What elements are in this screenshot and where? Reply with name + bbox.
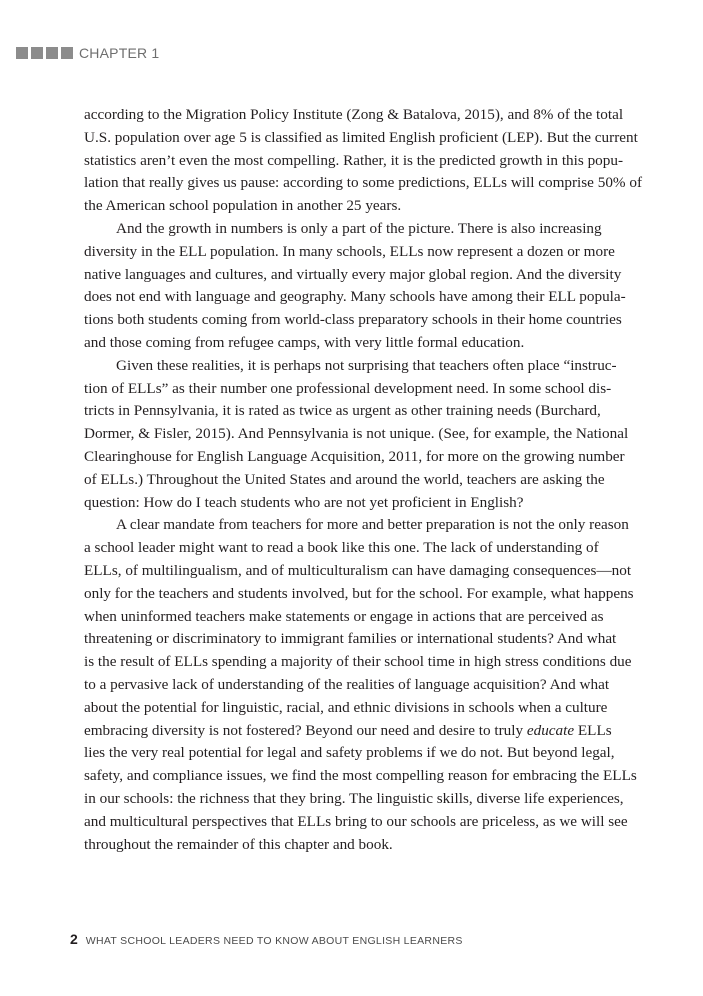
text-line-content: tion of ELLs” as their number one professional development need. In some school dis- <box>84 379 612 397</box>
text-line-content: lation that really gives us pause: according to some predictions, ELLs will comprise 50% of <box>84 174 643 192</box>
text-line <box>84 332 624 355</box>
text-line <box>84 537 624 560</box>
text-line-content: A clear mandate from teachers for more and better preparation is not the only reason <box>116 516 629 534</box>
text-line-content: is the result of ELLs spending a majority of their school time in high stress conditions due <box>84 653 632 671</box>
book-title: WHAT SCHOOL LEADERS NEED TO KNOW ABOUT ENGLISH LEARNERS <box>85 935 463 947</box>
text-line <box>84 218 624 241</box>
text-line-content: to a pervasive lack of understanding of the realities of language acquisition? And what <box>84 675 610 693</box>
text-line <box>84 628 624 651</box>
text-line <box>84 446 624 469</box>
text-line-content: Given these realities, it is perhaps not surprising that teachers often place “instruc- <box>116 356 617 374</box>
text-line-content: statistics aren’t even the most compelling. Rather, it is the predicted growth in this popu- <box>84 151 623 169</box>
text-line-content: in our schools: the richness that they bring. The linguistic skills, diverse life experiences, <box>84 789 624 807</box>
text-line-content: does not end with language and geography. Many schools have among their ELL popula- <box>84 288 626 306</box>
text-line <box>84 378 624 401</box>
text-line <box>84 492 624 515</box>
running-header <box>16 43 159 63</box>
text-line <box>84 514 629 537</box>
text-line <box>84 309 624 332</box>
square-icon <box>16 47 28 59</box>
text-line <box>84 560 632 583</box>
text-line <box>84 834 624 857</box>
text-line <box>84 104 624 127</box>
text-line-content: tricts in Pennsylvania, it is rated as twice as urgent as other training needs (Burchard, <box>84 402 601 420</box>
text-line <box>84 720 624 743</box>
text-line-content: tions both students coming from world-class preparatory schools in their home countries <box>84 311 622 329</box>
text-line <box>84 400 624 423</box>
chapter-squares-icon <box>16 47 73 59</box>
square-icon <box>46 47 58 59</box>
text-line-content: and those coming from refugee camps, with very little formal education. <box>84 333 525 351</box>
square-icon <box>31 47 43 59</box>
text-line-content: native languages and cultures, and virtually every major global region. And the diversity <box>84 265 622 283</box>
text-line <box>84 583 634 606</box>
text-line-content: a school leader might want to read a book like this one. The lack of understanding of <box>84 539 599 557</box>
text-line <box>84 241 624 264</box>
text-line-content: ELLs, of multilingualism, and of multiculturalism can have damaging consequences—not <box>84 561 632 579</box>
text-line <box>84 355 624 378</box>
text-line <box>84 811 628 834</box>
text-line <box>84 195 624 218</box>
text-line-content: threatening or discriminatory to immigrant families or international students? And what <box>84 630 617 648</box>
text-line-content: question: How do I teach students who are not yet proficient in English? <box>84 493 524 511</box>
text-line-content: U.S. population over age 5 is classified as limited English proficient (LEP). But the current <box>84 128 638 146</box>
text-line-tail: ELLs <box>574 721 612 739</box>
text-line-content: of ELLs.) Throughout the United States and around the world, teachers are asking the <box>84 470 605 488</box>
text-line-content: when uninformed teachers make statements or engage in actions that are perceived as <box>84 607 604 625</box>
text-line <box>84 423 629 446</box>
page-number: 2 <box>70 931 78 947</box>
text-line <box>84 788 624 811</box>
text-line <box>84 150 624 173</box>
text-line-content: diversity in the ELL population. In many schools, ELLs now represent a dozen or more <box>84 242 615 260</box>
text-line <box>84 742 624 765</box>
text-line-content: about the potential for linguistic, racial, and ethnic divisions in schools when a culture <box>84 698 608 716</box>
text-line-content: Clearinghouse for English Language Acquisition, 2011, for more on the growing number <box>84 447 625 465</box>
text-line <box>84 606 624 629</box>
text-line <box>84 674 624 697</box>
text-line <box>84 469 624 492</box>
text-line <box>84 264 624 287</box>
text-line <box>84 651 632 674</box>
text-line-content: and multicultural perspectives that ELLs bring to our schools are priceless, as we will see <box>84 812 628 830</box>
text-line <box>84 765 637 788</box>
text-line-content: throughout the remainder of this chapter and book. <box>84 835 393 853</box>
chapter-label: CHAPTER 1 <box>79 45 160 61</box>
text-line-content: Dormer, & Fisler, 2015). And Pennsylvania is not unique. (See, for example, the National <box>84 425 629 443</box>
text-line-content: according to the Migration Policy Institute (Zong & Batalova, 2015), and 8% of the total <box>84 106 624 123</box>
running-footer <box>70 931 463 947</box>
square-icon <box>61 47 73 59</box>
text-line <box>84 697 624 720</box>
text-line <box>84 286 624 309</box>
text-line-content: lies the very real potential for legal and safety problems if we do not. But beyond legal, <box>84 744 615 762</box>
body-text <box>84 104 643 856</box>
text-line <box>84 172 643 195</box>
emphasis-text: educate <box>526 721 575 739</box>
text-line-content: the American school population in another 25 years. <box>84 197 402 215</box>
text-line-content: And the growth in numbers is only a part of the picture. There is also increasing <box>116 219 602 237</box>
text-line-content: only for the teachers and students involved, but for the school. For example, what happens <box>84 584 634 602</box>
text-line-content: embracing diversity is not fostered? Beyond our need and desire to truly <box>84 721 527 739</box>
text-line-content: safety, and compliance issues, we find the most compelling reason for embracing the ELLs <box>84 767 637 785</box>
text-line <box>84 127 638 150</box>
